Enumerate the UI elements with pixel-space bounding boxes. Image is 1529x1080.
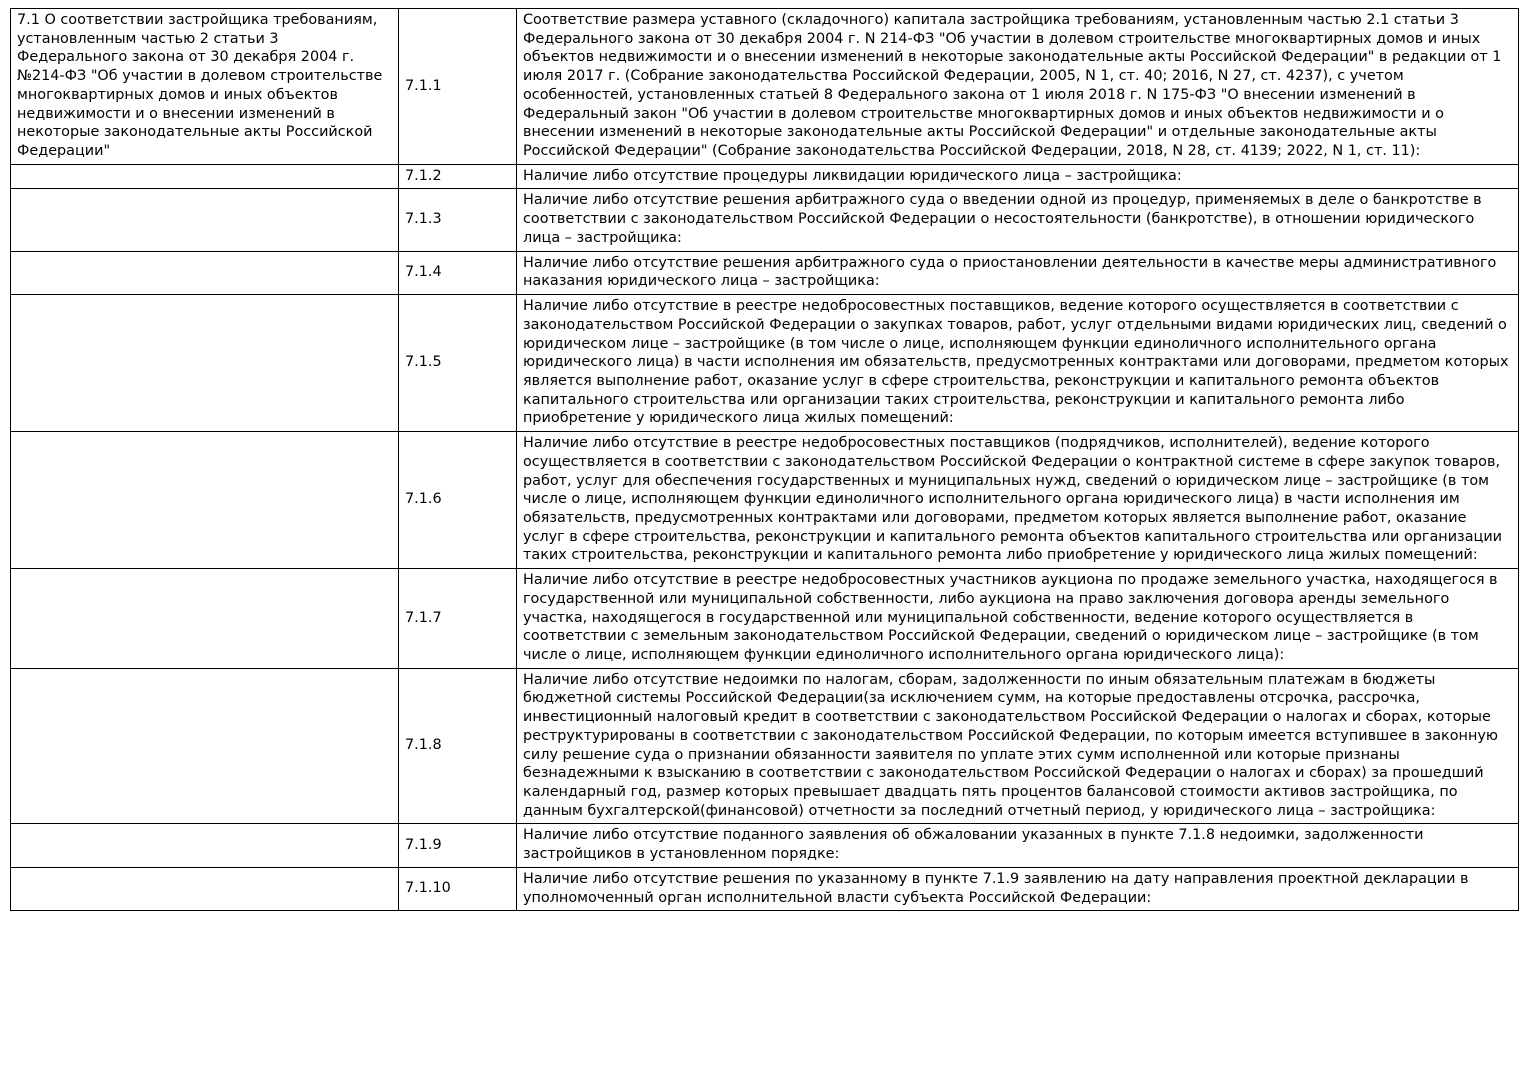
- table-row: [11, 867, 1519, 910]
- table-row: [11, 164, 1519, 189]
- row-number-cell: [399, 189, 517, 251]
- row-number: 7.1.1: [405, 77, 442, 94]
- row-text: Наличие либо отсутствие в реестре недобросовестных участников аукциона по продаже земельного участка, находящегося в государственной или муниципальной собственности, либо аукциона на право заключения договора аренды земельного участка, находящегося в государственной или муниципальной собственности, ведение которого осуществляется в соответствии с земельным законодательством Российской Федерации, сведений о юридическом лице – застройщике (в том числе о лице, исполняющем функции единоличного исполнительного органа юридического лица):: [523, 572, 1503, 663]
- table-body: [11, 9, 1519, 911]
- row-number-cell: [399, 668, 517, 824]
- row-text-cell: [517, 189, 1519, 251]
- row-text-cell: [517, 432, 1519, 569]
- row-number: 7.1.2: [405, 167, 442, 184]
- row-number: 7.1.10: [405, 880, 451, 897]
- row-text-cell: [517, 251, 1519, 294]
- row-number: 7.1.7: [405, 609, 442, 626]
- table-row: [11, 668, 1519, 824]
- row-text-cell: [517, 9, 1519, 165]
- row-text: Наличие либо отсутствие недоимки по налогам, сборам, задолженности по иным обязательным платежам в бюджеты бюджетной системы Российской Федерации(за исключением сумм, на которые предоставлены отсрочка, рассрочка, инвестиционный налоговый кредит в соответствии с законодательством Российской Федерации о налогах и сборах, которые реструктурированы в соответствии с законодательством Российской Федерации, по которым имеется вступившее в законную силу решение суда о признании обязанности заявителя по уплате этих сумм исполненной или которые признаны безнадежными к взысканию в соответствии с законодательством Российской Федерации о налогах и сборах) за прошедший календарный год, размер которых превышает двадцать пять процентов балансовой стоимости активов застройщика, по данным бухгалтерской(финансовой) отчетности за последний отчетный период, у юридического лица – застройщика:: [523, 671, 1503, 819]
- row-text: Наличие либо отсутствие в реестре недобросовестных поставщиков (подрядчиков, исполнителей), ведение которого осуществляется в соответствии с законодательством Российской Федерации о контрактной системе в сфере закупок товаров, работ, услуг для обеспечения государственных и муниципальных нужд, сведений о юридическом лице – застройщике (в том числе о лице, исполняющем функции единоличного исполнительного органа юридического лица) в части исполнения им обязательств, предусмотренных контрактами или договорами, предметом которых является выполнение работ, оказание услуг в сфере строительства, реконструкции и капитального ремонта объектов капитального строительства или организации таких строительства, реконструкции и капитального ремонта либо приобретение у юридического лица жилых помещений:: [523, 435, 1507, 564]
- section-title-spacer: [11, 164, 399, 189]
- section-title-spacer: [11, 569, 399, 669]
- row-number: 7.1.8: [405, 737, 442, 754]
- row-number: 7.1.9: [405, 836, 442, 853]
- row-text-cell: [517, 569, 1519, 669]
- section-title-spacer: [11, 251, 399, 294]
- section-title-cell: [11, 9, 399, 165]
- row-text: Наличие либо отсутствие процедуры ликвидации юридического лица – застройщика:: [523, 167, 1182, 184]
- section-title-spacer: [11, 295, 399, 432]
- table-row: [11, 9, 1519, 165]
- row-text: Наличие либо отсутствие решения арбитражного суда о приостановлении деятельности в качестве меры административного наказания юридического лица – застройщика:: [523, 254, 1501, 290]
- row-number: 7.1.3: [405, 211, 442, 228]
- row-number-cell: [399, 251, 517, 294]
- section-title-spacer: [11, 189, 399, 251]
- row-text-cell: [517, 867, 1519, 910]
- section-title-spacer: [11, 867, 399, 910]
- table-row: [11, 824, 1519, 867]
- row-text-cell: [517, 295, 1519, 432]
- table-row: [11, 432, 1519, 569]
- row-number-cell: [399, 432, 517, 569]
- table-row: [11, 251, 1519, 294]
- section-title: 7.1 О соответствии застройщика требованиям, установленным частью 2 статьи 3 Федерального закона от 30 декабря 2004 г. №214-ФЗ "Об участии в долевом строительстве многоквартирных домов и иных объектов недвижимости и о внесении изменений в некоторые законодательные акты Российской Федерации": [17, 12, 387, 160]
- row-text-cell: [517, 824, 1519, 867]
- table-row: [11, 295, 1519, 432]
- section-title-spacer: [11, 668, 399, 824]
- table-row: [11, 189, 1519, 251]
- developer-compliance-table: [10, 8, 1519, 911]
- row-number-cell: [399, 867, 517, 910]
- row-number-cell: [399, 569, 517, 669]
- row-number: 7.1.5: [405, 354, 442, 371]
- row-number-cell: [399, 295, 517, 432]
- row-text: Наличие либо отсутствие решения по указанному в пункте 7.1.9 заявлению на дату направления проектной декларации в уполномоченный орган исполнительной власти субъекта Российской Федерации:: [523, 870, 1474, 906]
- table-row: [11, 569, 1519, 669]
- row-number-cell: [399, 164, 517, 189]
- section-title-spacer: [11, 824, 399, 867]
- row-text: Наличие либо отсутствие решения арбитражного суда о введении одной из процедур, применяемых в деле о банкротстве в соответствии с законодательством Российской Федерации о несостоятельности (банкротстве), в отношении юридического лица – застройщика:: [523, 192, 1487, 246]
- row-number: 7.1.4: [405, 263, 442, 280]
- row-text: Соответствие размера уставного (складочного) капитала застройщика требованиям, установленным частью 2.1 статьи 3 Федерального закона от 30 декабря 2004 г. N 214-ФЗ "Об участии в долевом строительстве многоквартирных домов и иных объектов недвижимости и о внесении изменений в некоторые законодательные акты Российской Федерации" в редакции от 1 июля 2017 г. (Собрание законодательства Российской Федерации, 2005, N 1, ст. 40; 2016, N 27, ст. 4237), с учетом особенностей, установленных статьей 8 Федерального закона от 1 июля 2018 г. N 175-ФЗ "О внесении изменений в Федеральный закон "Об участии в долевом строительстве многоквартирных домов и иных объектов недвижимости и о внесении изменений в некоторые законодательные акты Российской Федерации" и отдельные законодательные акты Российской Федерации" (Собрание законодательства Российской Федерации, 2018, N 28, ст. 4139; 2022, N 1, ст. 11):: [523, 12, 1506, 160]
- row-number-cell: [399, 9, 517, 165]
- section-title-spacer: [11, 432, 399, 569]
- row-text: Наличие либо отсутствие в реестре недобросовестных поставщиков, ведение которого осуществляется в соответствии с законодательством Российской Федерации о закупках товаров, работ, услуг отдельными видами юридических лиц, сведений о юридическом лице – застройщике (в том числе о лице, исполняющем функции единоличного исполнительного органа юридического лица) в части исполнения им обязательств, предусмотренных контрактами или договорами, предметом которых является выполнение работ, оказание услуг в сфере строительства, реконструкции и капитального ремонта объектов капитального строительства или организации таких строительства, реконструкции и капитального ремонта либо приобретение у юридического лица жилых помещений:: [523, 298, 1514, 427]
- row-number: 7.1.6: [405, 491, 442, 508]
- row-number-cell: [399, 824, 517, 867]
- row-text-cell: [517, 164, 1519, 189]
- row-text-cell: [517, 668, 1519, 824]
- row-text: Наличие либо отсутствие поданного заявления об обжаловании указанных в пункте 7.1.8 недоимки, задолженности застройщиков в установленном порядке:: [523, 827, 1429, 863]
